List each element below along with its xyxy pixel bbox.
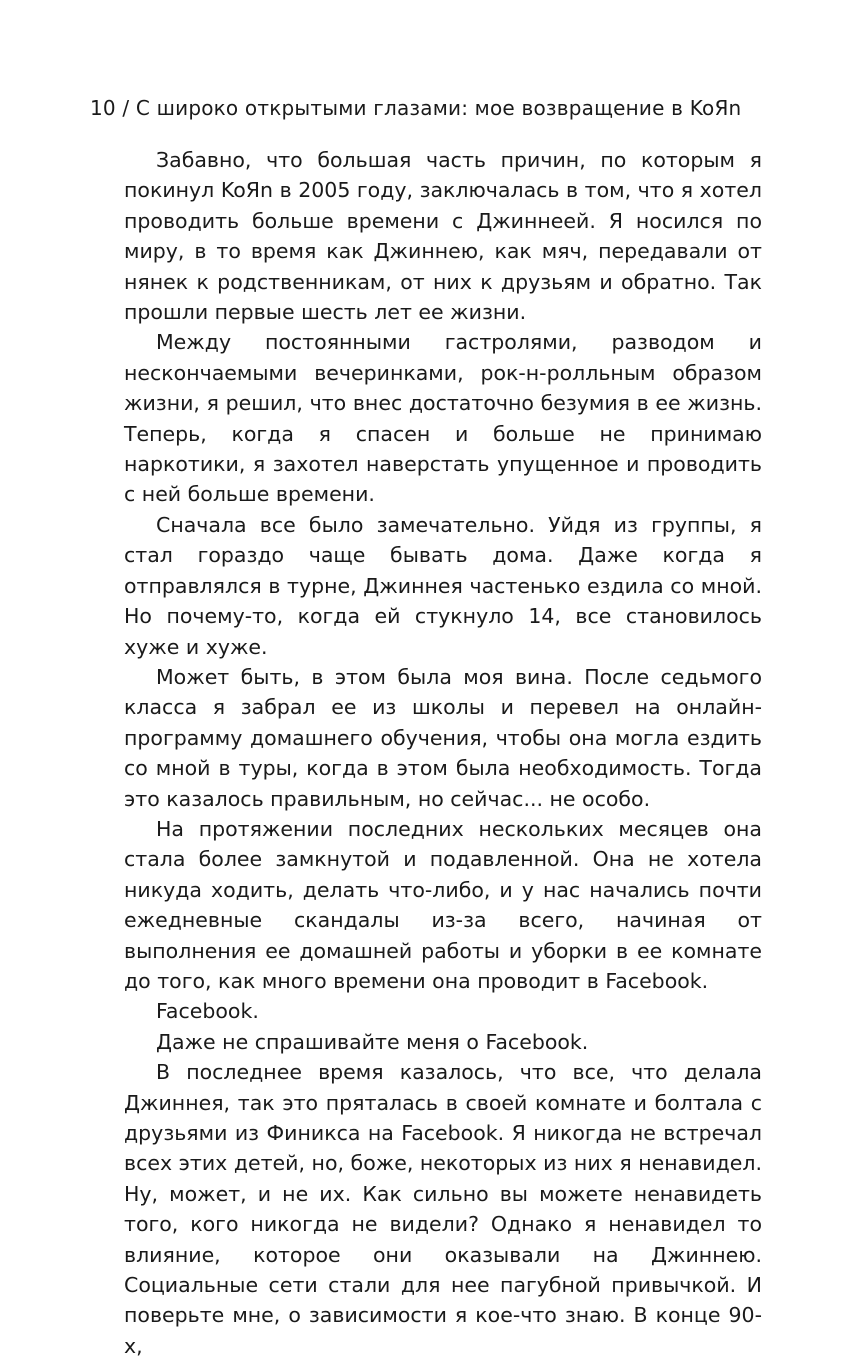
paragraph: Сначала все было замечательно. Уйдя из группы, я стал гораздо чаще бывать дома. Даже когда я отправлялся в турне, Джиннея частенько ездила со мной. Но почему-то, когда ей стукнуло 14, все становилось хуже и хуже. [124,512,762,659]
paragraph: Может быть, в этом была моя вина. После седьмого класса я забрал ее из школы и перевел на онлайн-программу домашнего обучения, чтобы она могла ездить со мной в туры, когда в этом была необходимость. Тогда это казалось правильным, но сейчас... не особо. [124,664,762,811]
paragraph: Забавно, что большая часть причин, по которым я покинул KoЯn в 2005 году, заключалась в том, что я хотел проводить больше времени с Джиннеей. Я носился по миру, в то время как Джиннею, как мяч, передавали от нянек к родственникам, от них к друзьям и обратно. Так прошли первые шесть лет ее жизни. [124,148,762,325]
paragraph: На протяжении последних нескольких месяцев она стала более замкнутой и подавленной. Она не хотела никуда ходить, делать что-либо, и у нас начались почти ежедневные скандалы из-за всего, начиная от выполнения ее домашней работы и уборки в ее комнате до того, как много времени она проводит в Facebook. [124,816,762,993]
paragraph: В последнее время казалось, что все, что делала Джиннея, так это пряталась в своей комнате и болтала с друзьями из Финикса на Facebook. Я никогда не встречал всех этих детей, но, боже, некоторых из них я ненавидел. Ну, может, и не их. Как сильно вы можете ненавидеть того, кого никогда не видели? Однако я ненавидел то влияние, которое они оказывали на Джиннею. Социальные сети стали для нее пагубной привычкой. И поверьте мне, о зависимости я кое-что знаю. В конце 90-х, [124,1060,762,1358]
running-header: 10 / С широко открытыми глазами: мое возвращение в KoЯn [90,96,742,120]
paragraph: Между постоянными гастролями, разводом и нескончаемыми вечеринками, рок-н-ролльным образом жизни, я решил, что внес достаточно безумия в ее жизнь. Теперь, когда я спасен и больше не принимаю наркотики, я захотел наверстать упущенное и проводить с ней больше времени. [124,330,762,507]
paragraph: Даже не спрашивайте меня о Facebook. [156,1029,589,1054]
paragraph: Facebook. [156,999,259,1024]
body-text [124,145,762,1361]
